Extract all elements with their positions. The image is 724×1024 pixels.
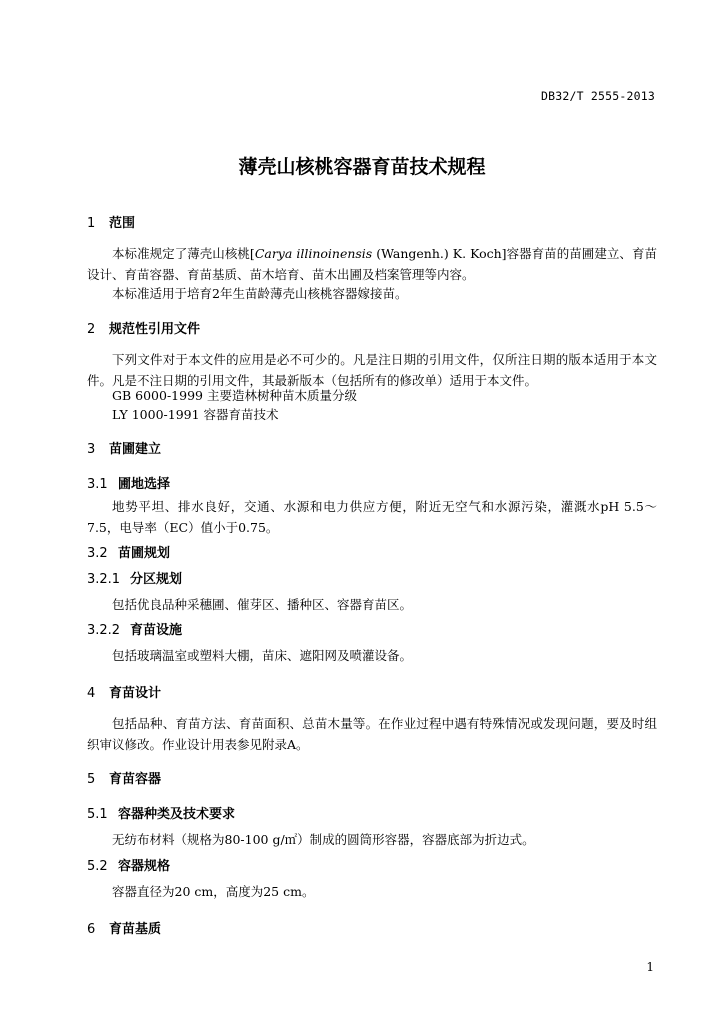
- paragraph-zoning: 包括优良品种采穗圃、催芽区、播种区、容器育苗区。: [112, 597, 413, 612]
- heading-5-1: [87, 803, 235, 822]
- heading-title: 育苗基质: [109, 922, 162, 937]
- heading-number: 3.1: [87, 477, 108, 492]
- standard-code: DB32/T 2555-2013: [541, 89, 655, 103]
- reference-item: LY 1000-1991 容器育苗技术: [112, 407, 279, 422]
- heading-number: 3: [87, 442, 96, 457]
- heading-number: 5.2: [87, 859, 108, 874]
- heading-title: 容器种类及技术要求: [118, 807, 236, 822]
- paragraph-site-selection: 地势平坦、排水良好，交通、水源和电力供应方便，附近无空气和水源污染，灌溉水pH 5.5～7.5，电导率（EC）值小于0.75。: [87, 499, 657, 535]
- heading-4: [87, 682, 161, 701]
- paragraph-references: 下列文件对于本文件的应用是必不可少的。凡是注日期的引用文件，仅所注日期的版本适用于本文件。凡是不注日期的引用文件，其最新版本（包括所有的修改单）适用于本文件。: [87, 352, 657, 388]
- latin-name: Carya illinoinensis: [254, 246, 373, 261]
- heading-number: 5: [87, 772, 96, 787]
- heading-number: 3.2.2: [87, 623, 121, 638]
- heading-3-2: [87, 542, 170, 561]
- heading-number: 6: [87, 922, 96, 937]
- heading-number: 4: [87, 686, 96, 701]
- document-title: 薄壳山核桃容器育苗技术规程: [238, 156, 486, 178]
- heading-5-2: [87, 855, 170, 874]
- heading-title: 容器规格: [118, 859, 171, 874]
- heading-3: [87, 438, 161, 457]
- heading-title: 育苗容器: [109, 772, 162, 787]
- reference-item: GB 6000-1999 主要造林树种苗木质量分级: [112, 388, 357, 403]
- heading-3-1: [87, 473, 170, 492]
- heading-6: [87, 918, 161, 937]
- paragraph-design: 包括品种、育苗方法、育苗面积、总苗木量等。在作业过程中遇有特殊情况或发现问题，要及时组织审议修改。作业设计用表参见附录A。: [87, 716, 657, 752]
- heading-title: 育苗设施: [130, 623, 183, 638]
- heading-3-2-2: [87, 619, 182, 638]
- heading-3-2-1: [87, 568, 182, 587]
- heading-2: [87, 318, 200, 337]
- heading-title: 规范性引用文件: [109, 322, 201, 337]
- text: (Wangenh.) K. Koch]容器育苗的苗圃建立、育苗设计、育苗容器、育苗基质、苗木培育、苗木出圃及档案管理等内容。: [87, 246, 657, 282]
- paragraph-scope-1: [87, 243, 657, 285]
- heading-title: 范围: [109, 216, 136, 231]
- paragraph-container-type: 无纺布材料（规格为80-100 g/㎡）制成的圆筒形容器，容器底部为折边式。: [112, 832, 535, 847]
- heading-title: 苗圃建立: [109, 442, 162, 457]
- page-number: 1: [646, 960, 654, 974]
- heading-number: 3.2.1: [87, 572, 121, 587]
- heading-1: [87, 212, 135, 231]
- heading-title: 分区规划: [130, 572, 183, 587]
- paragraph-scope-2: 本标准适用于培育2年生苗龄薄壳山核桃容器嫁接苗。: [112, 286, 408, 301]
- heading-number: 5.1: [87, 807, 108, 822]
- heading-number: 3.2: [87, 546, 108, 561]
- heading-number: 2: [87, 322, 96, 337]
- heading-number: 1: [87, 216, 96, 231]
- heading-title: 圃地选择: [118, 477, 171, 492]
- heading-title: 育苗设计: [109, 686, 162, 701]
- text: 本标准规定了薄壳山核桃[: [112, 246, 255, 261]
- heading-title: 苗圃规划: [118, 546, 171, 561]
- heading-5: [87, 768, 161, 787]
- paragraph-facilities: 包括玻璃温室或塑料大棚，苗床、遮阳网及喷灌设备。: [112, 648, 413, 663]
- paragraph-container-size: 容器直径为20 cm，高度为25 cm。: [112, 884, 315, 899]
